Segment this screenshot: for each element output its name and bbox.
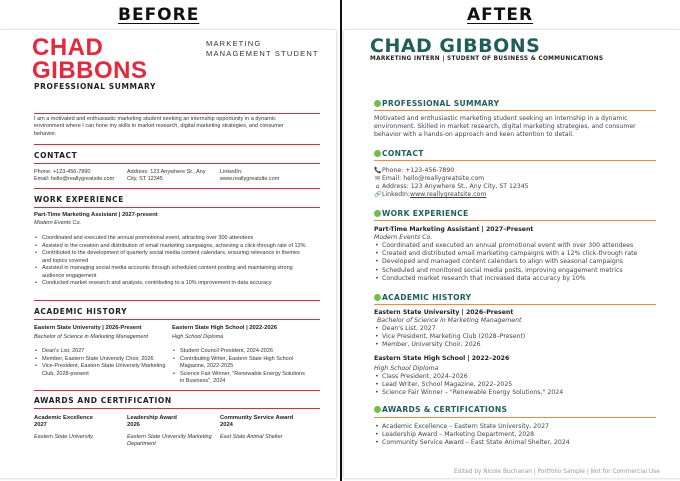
before-work-title: WORK EXPERIENCE [34,195,124,204]
before-summary-title: PROFESSIONAL SUMMARY [34,82,157,91]
home-icon: ⌂ [375,183,380,190]
before-awards-rule-top [34,390,320,391]
before-address-2: City, ST 12345 [127,176,163,183]
list-item: • Science Fair Winner – "Renewable Energy Solutions," 2024 [374,389,654,397]
before-contact-col3 [220,169,310,184]
before-name-first: CHAD [32,34,104,61]
center-divider [340,0,342,481]
green-dot-icon [374,150,381,157]
after-university-name: Eastern State University | 2026–Present [374,309,514,316]
before-award-2-title: Leadership Award [127,415,177,421]
before-name-last: GIBBONS [32,57,148,84]
before-role-line2: MANAGEMENT STUDENT [206,49,319,58]
after-contact-rule [374,160,656,161]
list-item: • Coordinated and executed the annual promotional event, attracting over 300 attendees [34,235,310,242]
before-award-3-year: 2024 [220,422,233,429]
list-item: • Contributing Writer, Eastern State High School Magazine, 2022-2025 [172,356,310,370]
before-address-1: Address: 123 Anywhere St., Any [127,169,206,175]
after-role: MARKETING INTERN | STUDENT OF BUSINESS & COMMUNICATIONS [370,56,604,62]
before-university-bullets [34,348,166,378]
after-name: CHAD GIBBONS [370,35,541,57]
before-award-2-year: 2026 [127,422,140,429]
after-email-text[interactable]: Email: hello@reallygreatsite.com [382,175,485,182]
after-awards-title: AWARDS & CERTIFICATIONS [382,405,508,414]
list-item: • Member, Eastern State University Choir, 2026 [34,356,166,363]
before-email[interactable]: Email: hello@reallygreatsite.com [34,176,115,183]
after-work-role: Part-Time Marketing Assistant | 2027–Present [374,226,534,233]
before-award-3-org: East State Animal Shelter [220,433,283,440]
after-contact-address [374,183,654,191]
before-award-2-org: Eastern State University Marketing Department [127,433,212,447]
before-role [206,39,326,59]
before-academic-highschool [172,325,312,342]
before-university-name: Eastern State University | 2026-Present [34,325,142,331]
list-item: • Class President, 2024–2026 [374,373,654,381]
before-award-1-title: Academic Excellence [34,415,93,421]
list-item: • Leadership Award – Marketing Department, 2028 [374,431,654,439]
before-name [32,36,148,82]
list-item: • Vice President, Marketing Club (2028–Present) [374,333,654,341]
before-contact-title: CONTACT [34,151,78,160]
after-summary-text: Motivated and enthusiastic marketing student seeking an internship in a dynamic environment. Skilled in market research, digital marketing strategies, and consumer behavior with a hands-on approach and keen attention to detail. [374,115,636,138]
after-university-bullets [374,325,654,350]
list-item: • Assisted in managing social media accounts through scheduled content posting and maintaining strong audience engagement [34,265,310,279]
list-item: • Lead Writer, School Magazine, 2022–2025 [374,381,654,389]
after-resume [344,30,680,478]
list-item: • Vice-President, Eastern State University Marketing Club, 2028-present [34,363,166,377]
green-dot-icon [374,406,381,413]
list-item: • Student Council President, 2024-2026 [172,348,310,355]
after-contact-title: CONTACT [382,149,424,158]
before-award-1-year: 2027 [34,422,47,429]
green-dot-icon [374,294,381,301]
before-linkedin-label: LinkedIn: [220,169,243,175]
list-item: • Developed and managed content calendars to align with seasonal campaigns [374,258,664,266]
before-award-3-title: Community Service Award [220,415,294,421]
before-highschool-degree: High School Diploma [172,334,224,341]
after-university-degree: Bachelor of Science in Marketing Management [377,317,522,324]
green-dot-icon [374,100,381,107]
after-address-text: Address: 123 Anywhere St., Any City, ST 12345 [382,183,529,190]
phone-icon: 📞 [374,167,382,174]
after-work-rule [374,220,656,221]
before-contact-rule [34,163,320,164]
after-contact-header [374,149,424,158]
before-summary-text: I am a motivated and enthusiastic marketing student seeking an internship opportunity in a dynamic environment where I can hone my skills in market research, digital marketing strategies, and consumer behavior. [34,116,284,137]
list-item: • Conducted market research and analysis, contributing to a 10% improvement in data accuracy [34,280,310,287]
before-work-role: Part-Time Marketing Assistant | 2027-present [34,212,158,218]
before-academic-rule-top [34,300,320,301]
before-work-rule [34,207,320,208]
email-icon: ✉ [374,175,381,182]
after-summary-title: PROFESSIONAL SUMMARY [382,99,500,108]
after-contact-list [374,167,654,199]
after-phone-text: Phone: +123-456-7890 [382,167,455,174]
after-academic-rule [374,304,656,305]
before-resume [0,30,336,478]
list-item: • Conducted market research that increased data accuracy by 10% [374,275,664,283]
after-work-title: WORK EXPERIENCE [382,209,469,218]
after-university-block [374,309,654,325]
after-contact-phone [374,167,654,175]
before-awards-title: AWARDS AND CERTIFICATION [34,396,172,405]
before-summary-rule [34,113,320,114]
after-footer: Edited by Nicole Buchanan | Portfolio Sample | Not for Commercial Use [454,469,660,475]
list-item: • Community Service Award – East State Animal Shelter, 2024 [374,439,654,447]
before-highschool-name: Eastern State High School | 2022-2026 [172,325,278,331]
after-awards-list [374,423,654,448]
after-academic-title: ACADEMIC HISTORY [382,293,472,302]
after-contact-email[interactable] [374,175,654,183]
after-highschool-degree: High School Diploma [374,365,439,372]
after-heading: AFTER [467,5,534,25]
before-academic-rule [34,319,320,320]
before-work-bullets [34,235,310,288]
after-awards-rule [374,417,656,418]
list-item: • Assisted in the creation and distribution of email marketing campaigns, achieving a click-through rate of 12% [34,243,310,250]
list-item: • Member, University Choir, 2026 [374,341,654,349]
list-item: • Coordinated and executed an annual promotional event with over 300 attendees [374,242,664,250]
after-work-company: Modern Events Co. [374,234,433,241]
list-item: • Contributed to the development of quarterly social media content calendars, ensuring relevance in themes and topics covered [34,250,310,264]
after-work-bullets [374,242,664,283]
list-item: • Dean's List, 2027 [374,325,654,333]
before-contact-col1 [34,169,126,184]
after-highschool-block [374,355,654,373]
after-linkedin-link[interactable]: www.reallygreatsite.com [410,191,487,198]
after-summary-rule [374,110,656,111]
after-awards-header [374,405,507,414]
list-item: • Dean's List, 2027 [34,348,166,355]
list-item: • Science Fair Winner, "Renewable Energy Solutions in Business", 2024 [172,371,310,385]
before-award-1 [34,415,122,441]
before-highschool-bullets [172,348,310,386]
before-awards-rule [34,408,320,409]
after-linkedin-label: LinkedIn: [382,191,411,198]
after-highschool-name: Eastern State High School | 2022–2026 [374,355,510,362]
before-award-3 [220,415,316,441]
before-work-header [34,212,314,228]
before-linkedin-url[interactable]: www.reallygreatsite.com [220,176,280,183]
after-work-header [374,209,468,218]
before-award-1-org: Eastern State University [34,433,93,440]
after-summary-header [374,99,499,108]
before-university-degree: Bachelor of Science in Marketing Management [34,334,149,341]
before-heading: BEFORE [118,5,200,25]
before-work-company: Modern Events Co. [34,220,82,227]
before-academic-university [34,325,169,342]
before-contact-col2 [127,169,217,184]
list-item: • Created and distributed email marketing campaigns with a 12% click-through rate [374,250,664,258]
list-item: • Academic Excellence – Eastern State University, 2027 [374,423,654,431]
before-phone: Phone: +123-456-7890 [34,169,91,175]
before-work-rule-top [34,188,320,189]
green-dot-icon [374,210,381,217]
list-item: • Scheduled and monitored social media posts, improving engagement metrics [374,267,664,275]
before-contact-rule-top [34,144,320,145]
after-academic-header [374,293,471,302]
after-contact-linkedin[interactable] [374,191,654,199]
before-role-line1: MARKETING [206,39,262,48]
after-work-block [374,226,654,242]
link-icon: 🔗 [374,191,382,198]
after-highschool-bullets [374,373,654,398]
before-academic-title: ACADEMIC HISTORY [34,307,128,316]
before-award-2 [127,415,215,448]
